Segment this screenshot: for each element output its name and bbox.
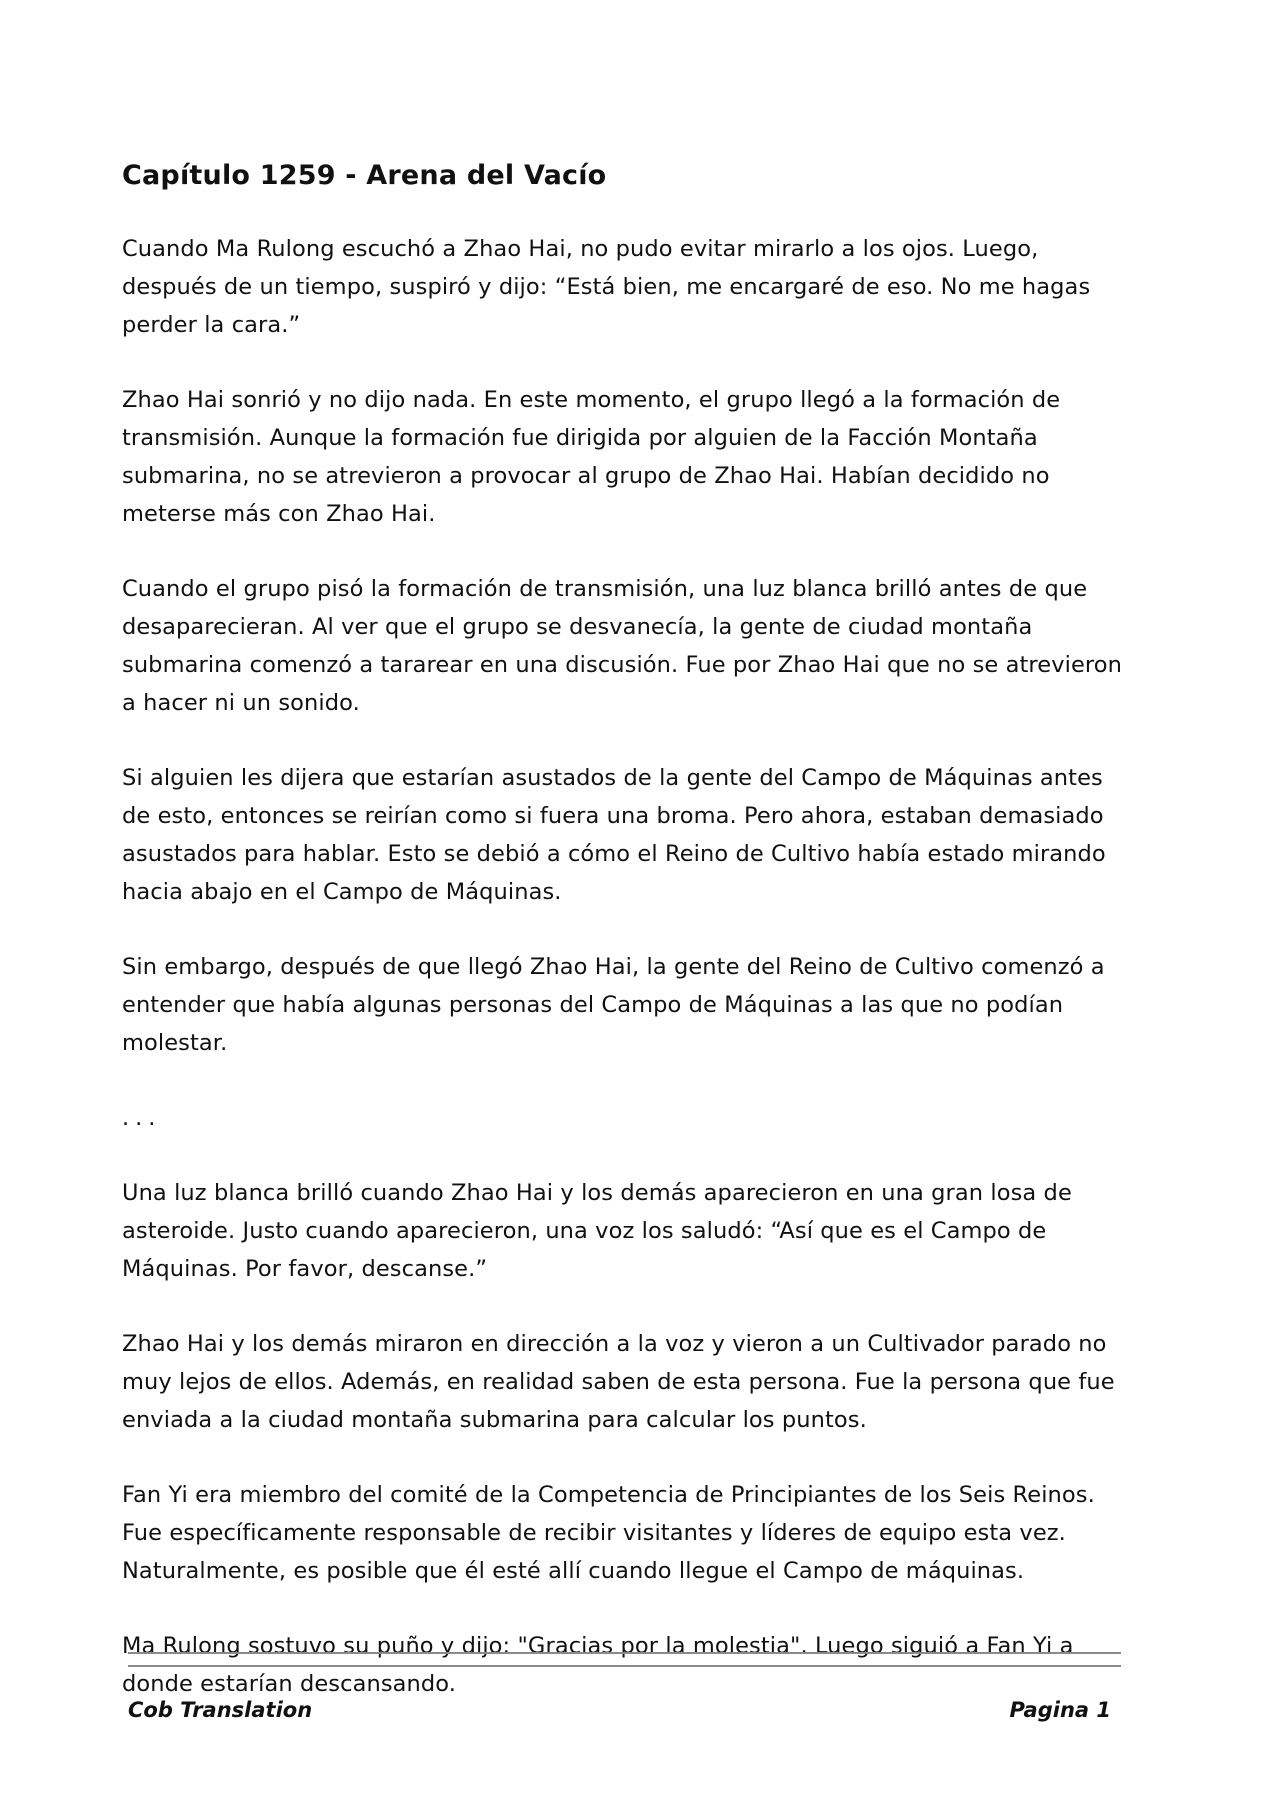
paragraph: Si alguien les dijera que estarían asustados de la gente del Campo de Máquinas antes de esto, entonces se reirían como si fuera una broma. Pero ahora, estaban demasiado asustados para hablar. Esto se debió a cómo el Reino de Cultivo había estado mirando hacia abajo en el Campo de Máquinas. bbox=[122, 765, 1106, 905]
paragraph: Una luz blanca brilló cuando Zhao Hai y los demás aparecieron en una gran losa de asteroide. Justo cuando aparecieron, una voz los saludó: “Así que es el Campo de Máquinas. Por favor, descanse.” bbox=[122, 1180, 1072, 1282]
paragraph: Zhao Hai y los demás miraron en dirección a la voz y vieron a un Cultivador parado no muy lejos de ellos. Además, en realidad saben de esta persona. Fue la persona que fue enviada a la ciudad montaña submarina para calcular los puntos. bbox=[122, 1331, 1115, 1433]
footer-row bbox=[128, 1698, 1121, 1728]
section-break: ... bbox=[122, 1105, 162, 1131]
paragraph: Zhao Hai sonrió y no dijo nada. En este momento, el grupo llegó a la formación de transmisión. Aunque la formación fue dirigida por alguien de la Facción Montaña submarina, no se atrevieron a provocar al grupo de Zhao Hai. Habían decidido no meterse más con Zhao Hai. bbox=[122, 387, 1061, 527]
footer-divider bbox=[128, 1652, 1121, 1654]
footer-divider bbox=[128, 1665, 1121, 1667]
footer-translator: Cob Translation bbox=[128, 1698, 313, 1722]
document-body bbox=[122, 230, 1132, 1703]
chapter-title: Capítulo 1259 - Arena del Vacío bbox=[122, 160, 607, 191]
paragraph: Cuando el grupo pisó la formación de transmisión, una luz blanca brilló antes de que desaparecieran. Al ver que el grupo se desvanecía, la gente de ciudad montaña submarina comenzó a tararear en una discusión. Fue por Zhao Hai que no se atrevieron a hacer ni un sonido. bbox=[122, 576, 1122, 716]
footer-page-number: Pagina 1 bbox=[1009, 1698, 1111, 1722]
paragraph: Sin embargo, después de que llegó Zhao Hai, la gente del Reino de Cultivo comenzó a entender que había algunas personas del Campo de Máquinas a las que no podían molestar. bbox=[122, 954, 1105, 1056]
document-content bbox=[122, 158, 1132, 1740]
paragraph: Ma Rulong sostuvo su puño y dijo: "Gracias por la molestia". Luego siguió a Fan Yi a donde estarían descansando. bbox=[122, 1633, 1074, 1697]
paragraph: Cuando Ma Rulong escuchó a Zhao Hai, no pudo evitar mirarlo a los ojos. Luego, después de un tiempo, suspiró y dijo: “Está bien, me encargaré de eso. No me hagas perder la cara.” bbox=[122, 236, 1091, 338]
paragraph: Fan Yi era miembro del comité de la Competencia de Principiantes de los Seis Reinos. Fue específicamente responsable de recibir visitantes y líderes de equipo esta vez. Naturalmente, es posible que él esté allí cuando llegue el Campo de máquinas. bbox=[122, 1482, 1095, 1584]
